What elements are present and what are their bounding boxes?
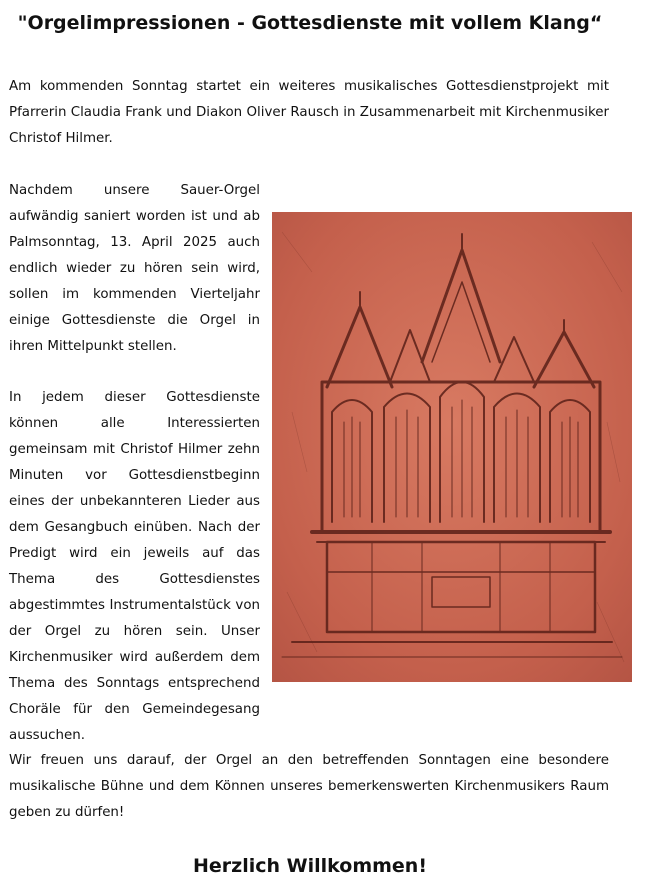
hymn-practice-paragraph: In jedem dieser Gottesdienste können alle Interessierten gemeinsam mit Christof Hilmer zehn Minuten vor Gottesdienstbeginn eines der unbekannteren Lieder aus dem Gesangbuch einüben. Nach der Predigt wird ein jeweils auf das Thema des Gottesdienstes abgestimmtes Instrumentalstück von der Orgel zu hören sein. Unser Kirchenmusiker wird außerdem dem Thema des Sonntags entsprechend Choräle für den Gemeindegesang aussuchen.	[9, 390, 260, 743]
organ-renovation-paragraph: Nachdem unsere Sauer-Orgel aufwändig saniert worden ist und ab Palmsonntag, 13. April 2025 auch endlich wieder zu hören sein wird, sollen im kommenden Vierteljahr einige Gottesdienste die Orgel in ihren Mittelpunkt stellen.	[9, 183, 260, 354]
intro-paragraph: Am kommenden Sonntag startet ein weiteres musikalisches Gottesdienstprojekt mit Pfarrerin Claudia Frank und Diakon Oliver Rausch in Zusammenarbeit mit Kirchenmusiker Christof Hilmer.	[9, 79, 609, 146]
article-title: "Orgelimpressionen - Gottesdienste mit vollem Klang“	[17, 12, 603, 34]
organ-drawing-image	[272, 212, 632, 682]
welcome-heading: Herzlich Willkommen!	[193, 855, 427, 877]
closing-paragraph: Wir freuen uns darauf, der Orgel an den betreffenden Sonntagen eine besondere musikalische Bühne und dem Können unseres bemerkenswerten Kirchenmusikers Raum geben zu dürfen!	[9, 753, 609, 820]
organ-drawing-svg	[272, 212, 632, 682]
